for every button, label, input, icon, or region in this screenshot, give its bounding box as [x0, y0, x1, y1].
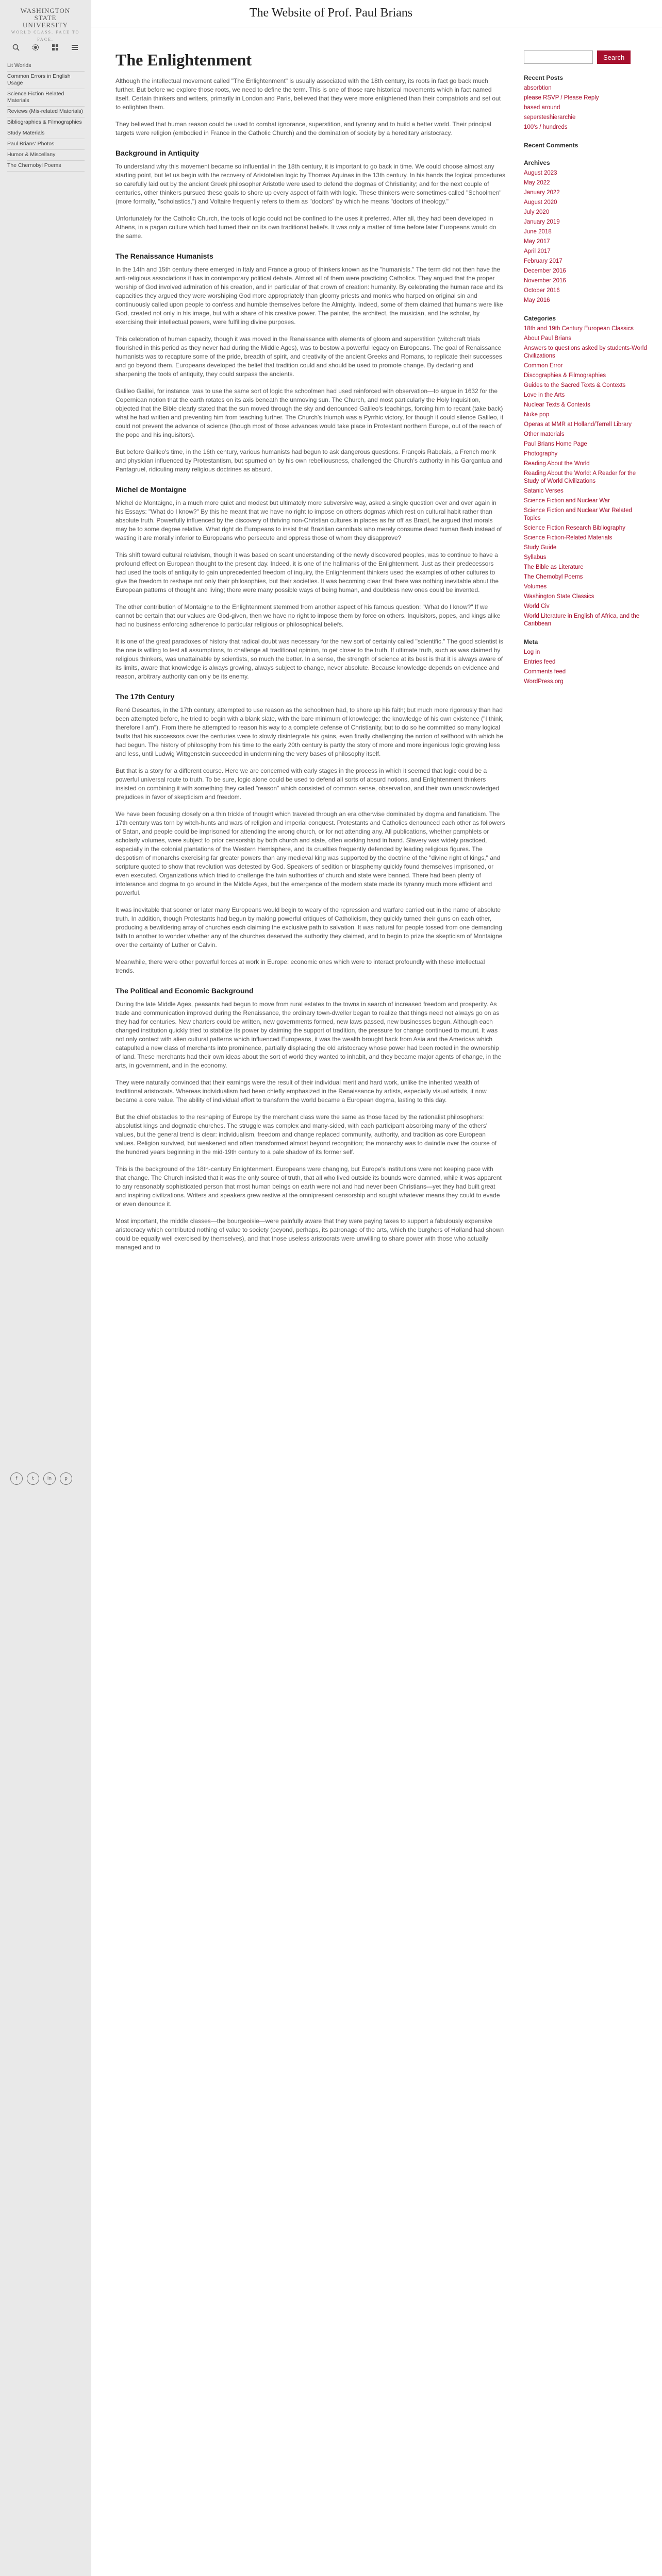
- article-paragraph: This is the background of the 18th-century Enlightenment. Europeans were changing, but Europe's institutions were not keeping pace with that change. The Church insisted that it was the only source of truth, that all who lived outside its bounds were damned, while it was apparent to any reasonably sophisticated person that most human beings on earth were not and had never been Christians—yet they had built great and inspiring civilizations. Writers and speakers grew restive at the omnipresent censorship and sought whatever means they could to evade or even denounce it.: [115, 1165, 502, 1208]
- archive-link[interactable]: December 2016: [524, 268, 566, 274]
- article-body: [115, 77, 505, 1252]
- category-link[interactable]: The Bible as Literature: [524, 564, 584, 570]
- meta-link[interactable]: WordPress.org: [524, 679, 564, 685]
- article-paragraph: But that is a story for a different course. Here we are concerned with early stages in the process in which it seemed that logic could be a powerful universal route to truth. To be sure, logic alone could be used to defend all sorts of absurd notions, and Enlightenment thinkers insisted on combining it with something they called "reason" which consisted of common sense, observation, and their own unacknowledged prejudices in favor of skepticism and freedom.: [115, 767, 500, 801]
- category-link[interactable]: Other materials: [524, 431, 565, 437]
- recent-post-link[interactable]: based around: [524, 105, 560, 111]
- social-icon[interactable]: t: [27, 1472, 39, 1485]
- archive-link[interactable]: May 2016: [524, 297, 550, 303]
- article-paragraph: This shift toward cultural relativism, though it was based on scant understanding of the newly discovered peoples, was to continue to have a profound effect on European thought to the present day. Indeed, it is one of the hallmarks of the Enlightenment. Just as their predecessors had used the tools of antiquity to gain unprecedented freedom of inquiry, the Enlightenment thinkers used the examples of other cultures to give the freedom to reshape not only their philosophies, but their societies. It was becoming clear that there was nothing inevitable about the European patterns of thought and living; there were many possible ways of being human, and doubtless new ones could be invented.: [115, 551, 499, 594]
- left-nav-item[interactable]: The Chernobyl Poems: [7, 161, 85, 172]
- article-paragraph: Galileo Galilei, for instance, was to use the same sort of logic the schoolmen had used reinforced with observation—to argue in 1632 for the Copernican notion that the earth rotates on its axis beneath the unmoving sun. The Church, and most particularly the Holy Inquisition, objected that the Bible clearly stated that the sun moved through the sky and denounced Galileo's teachings, forcing him to recant (take back) what he had written and preventing him from teaching further. The Church's triumph was a Pyrrhic victory, for though it could silence Galileo, it could not prevent the advance of science (though most of those advances would take place in Protestant northern Europe, out of the reach of the pope and his inquisitors).: [115, 387, 504, 438]
- section-heading: The Political and Economic Background: [115, 987, 254, 995]
- category-link[interactable]: World Literature in English of Africa, and the Caribbean: [524, 613, 640, 627]
- category-link[interactable]: Answers to questions asked by students-World Civilizations: [524, 345, 647, 359]
- left-nav-item[interactable]: Reviews (Mis-related Materials): [7, 107, 85, 117]
- left-nav-item[interactable]: Science Fiction Related Materials: [7, 89, 85, 107]
- category-link[interactable]: Reading About the World: [524, 461, 590, 467]
- article-paragraph: Unfortunately for the Catholic Church, the tools of logic could not be confined to the uses it preferred. After all, they had been developed in Athens, in a pagan culture which had turned their on its own traditional beliefs. It was only a matter of time before later Europeans would do the same.: [115, 215, 496, 240]
- search-form: [524, 50, 648, 64]
- category-link[interactable]: Common Error: [524, 363, 563, 369]
- archives-heading: Archives: [524, 159, 550, 166]
- category-link[interactable]: Guides to the Sacred Texts & Contexts: [524, 382, 626, 388]
- top-bar: [0, 0, 662, 27]
- section-heading: Background in Antiquity: [115, 149, 200, 157]
- recent-comments-heading: Recent Comments: [524, 142, 578, 149]
- article-paragraph: René Descartes, in the 17th century, attempted to use reason as the schoolmen had, to shore up his faith; but much more rigorously than had been attempted before, he tried to begin with a blank slate, with the bare minimum of knowledge: the knowledge of his own existence ("I think, therefore I am"). From there he attempted to reason his way to a complete defense of Christianity, but to do so he committed so many logical faults that his successors over the centuries were to slowly disintegrate his gains, even finally challenging the notion of selfhood with which he had begun. The history of philosophy from his time to the early 20th century is partly the story of more and more ingenious logic growing less and less, until Ludwig Wittgenstein succeeded in undermining the very bases of philosophy itself.: [115, 706, 504, 757]
- right-sidebar: [524, 50, 648, 688]
- site-title[interactable]: The Website of Prof. Paul Brians: [249, 6, 413, 20]
- meta-heading: Meta: [524, 638, 538, 646]
- article-paragraph: We have been focusing closely on a thin trickle of thought which traveled through an era otherwise dominated by dogma and fanaticism. The 17th century was torn by witch-hunts and wars of religion and imperial conquest. Protestants and Catholics denounced each other as followers of Satan, and people could be imprisoned for attending the wrong church, or for not attending any. All publications, whether pamphlets or scholarly volumes, were subject to prior censorship by both church and state, often working hand in hand. Slavery was widely practiced, especially in the colonial plantations of the Western Hemisphere, and its cruelties frequently defended by leading religious figures. The despotism of monarchs exercising far greater powers than any medieval king was supported by the doctrine of the "divine right of kings," and scripture quoted to show that revolution was detested by God. Speakers of sedition or blasphemy quickly found themselves imprisoned, or even executed. Organizations which tried to challenge the twin authorities of church and state were banned. There had been plenty of intolerance and dogma to go around in the Middle Ages, but the emergence of the modern state made its tyranny much more efficient and powerful.: [115, 810, 505, 896]
- article-paragraph: Although the intellectual movement called "The Enlightenment" is usually associated with the 18th century, its roots in fact go back much further. But before we explore those roots, we need to define the term. This is one of those rare historical movements which in fact named itself. Certain thinkers and writers, primarily in London and Paris, believed that they were more enlightened than their compatriots and set out to enlighten them.: [115, 77, 501, 111]
- article-paragraph: They believed that human reason could be used to combat ignorance, superstition, and tyranny and to build a better world. Their principal targets were religion (embodied in France in the Catholic Church) and the domination of society by a hereditary aristocracy.: [115, 121, 491, 137]
- categories-list: [524, 325, 648, 628]
- category-link[interactable]: The Chernobyl Poems: [524, 574, 583, 580]
- category-link[interactable]: Syllabus: [524, 554, 547, 561]
- meta-list: [524, 649, 648, 686]
- archive-link[interactable]: August 2020: [524, 199, 557, 206]
- grid-icon[interactable]: [49, 42, 61, 53]
- category-link[interactable]: Nuclear Texts & Contexts: [524, 402, 590, 408]
- menu-icon[interactable]: [69, 42, 80, 53]
- archive-link[interactable]: February 2017: [524, 258, 562, 264]
- category-link[interactable]: Science Fiction-Related Materials: [524, 535, 613, 541]
- left-nav-item[interactable]: Common Errors in English Usage: [7, 72, 85, 89]
- meta-link[interactable]: Log in: [524, 649, 540, 655]
- article-title: The Enlightenment: [115, 50, 252, 69]
- category-link[interactable]: Love in the Arts: [524, 392, 565, 398]
- category-link[interactable]: Photography: [524, 451, 558, 457]
- article-paragraph: During the late Middle Ages, peasants had begun to move from rural estates to the towns in search of increased freedom and prosperity. As trade and communication improved during the Renaissance, the ordinary town-dweller began to realize that things need not always go on as they had for centuries. New charters could be written, new governments formed, new laws passed, new businesses begun. Although each changed institution quickly tried to stabilize its power by claiming the support of tradition, the pressure for change continued to mount. It was not only contact with alien cultural patterns which influenced Europeans, it was the wealth brought back from Asia and the Americas which catapulted a new class of merchants into prominence, partially displacing the old aristocracy whose power had been rooted in the ownership of land. These merchants had their own ideas about the sort of world they wanted to inhabit, and they became major agents of change, in the arts, in government, and in the economy.: [115, 1001, 502, 1069]
- categories-heading: Categories: [524, 315, 556, 322]
- archive-link[interactable]: July 2020: [524, 209, 550, 215]
- category-link[interactable]: Discographies & Filmographies: [524, 372, 606, 379]
- archive-link[interactable]: January 2019: [524, 219, 560, 225]
- social-links: [10, 1472, 80, 1485]
- search-input[interactable]: [524, 50, 593, 64]
- archives-list: [524, 170, 648, 304]
- recent-posts-heading: Recent Posts: [524, 74, 564, 81]
- article-paragraph: To understand why this movement became so influential in the 18th century, it is important to go back in time. We could choose almost any starting point, but let us begin with the recovery of Aristotelian logic by Thomas Aquinas in the 13th century. In his hands the logical procedures so carefully laid out by the ancient Greek philosopher Aristotle were used to defend the dogmas of Christianity; and for the next couple of centuries, other thinkers pursued these goals to shore up every aspect of faith with logic. These thinkers were sometimes called "Schoolmen" (more formally, "scholastics,") and Voltaire frequently refers to them as "doctors" by which he means "doctors of theology.": [115, 163, 505, 205]
- recent-post-link[interactable]: absorbtion: [524, 85, 552, 91]
- article-paragraph: It was inevitable that sooner or later many Europeans would begin to weary of the repression and warfare carried out in the name of absolute truth. In addition, though Protestants had begun by making powerful critiques of Catholicism, they quickly turned their guns on each other, producing a bewildering array of churches each claiming the exclusive path to salvation. It was natural for people tossed from one demanding faith to another to wonder whether any of the churches deserved the authority they claimed, and to begin to prize the skepticism of Montaigne over the certainty of Luther or Calvin.: [115, 906, 503, 948]
- meta-link[interactable]: Comments feed: [524, 669, 566, 675]
- left-nav: [7, 61, 85, 172]
- logo-tagline: WORLD CLASS. FACE TO FACE.: [11, 30, 80, 42]
- archive-link[interactable]: May 2017: [524, 239, 550, 245]
- section-heading: Michel de Montaigne: [115, 485, 187, 494]
- article-paragraph: It is one of the great paradoxes of history that radical doubt was necessary for the new sort of certainty called "scientific." The good scientist is the one is willing to test all assumptions, to challenge all traditional opinion, to get closer to the truth. If ultimate truth, such as was claimed by religious thinkers, was unattainable by scientists, so much the better. In a sense, the strength of science at its best is that it is always aware of its limits, aware that knowledge is always growing, always subject to change, never absolute. Because knowledge depends on evidence and reason, arbitrary authority can only be its enemy.: [115, 638, 504, 680]
- category-link[interactable]: Operas at MMR at Holland/Terrell Library: [524, 421, 632, 428]
- archive-link[interactable]: June 2018: [524, 229, 552, 235]
- archive-link[interactable]: April 2017: [524, 248, 551, 255]
- article: [115, 50, 505, 1260]
- category-link[interactable]: Science Fiction and Nuclear War: [524, 498, 610, 504]
- category-link[interactable]: Science Fiction and Nuclear War Related Topics: [524, 507, 632, 521]
- archive-link[interactable]: August 2023: [524, 170, 557, 176]
- category-link[interactable]: 18th and 19th Century European Classics: [524, 326, 634, 332]
- category-link[interactable]: Satanic Verses: [524, 488, 564, 494]
- section-heading: The Renaissance Humanists: [115, 252, 213, 260]
- article-paragraph: In the 14th and 15th century there emerged in Italy and France a group of thinkers known as the "humanists." The term did not then have the anti-religious associations it has in contemporary political debate. Almost all of them were practicing Catholics. They argued that the proper worship of God involved admiration of his creation, and in particular of that crown of creation: humanity. By celebrating the human race and its capacities they argued they were worshiping God more appropriately than gloomy priests and monks who harped on original sin and continuously called upon people to confess and humble themselves before the Almighty. Indeed, some of them claimed that humans were like God, created not only in his image, but with a share of his creative power. The painter, the architect, the musician, and the scholar, by exercising their intellectual powers, were fulfilling divine purposes.: [115, 266, 503, 326]
- recent-posts-list: [524, 84, 648, 131]
- left-icon-row: [10, 41, 80, 54]
- category-link[interactable]: Washington State Classics: [524, 594, 594, 600]
- category-link[interactable]: Paul Brians Home Page: [524, 441, 587, 447]
- logo-line-1: WASHINGTON STATE: [20, 7, 71, 22]
- article-paragraph: But the chief obstacles to the reshaping of Europe by the merchant class were the same as those faced by the rationalist philosophers: absolutist kings and dogmatic churches. The struggle was complex and many-sided, with each participant absorbing many of the others' values, but the general trend is clear: individualism, freedom and change replaced community, authority, and tradition as core European values. Religion survived, but weakened and often transformed almost beyond recognition; the monarchy was to dwindle over the course of the hundred years beginning in the mid-19th century to a pale shadow of its former self.: [115, 1113, 497, 1156]
- article-paragraph: Michel de Montaigne, in a much more quiet and modest but ultimately more subversive way, asked a single question over and over again in his Essays: "What do I know?" By this he meant that we have no right to impose on others dogmas which rest on cultural habit rather than absolute truth. Powerfully influenced by the discovery of thriving non-Christian cultures in places as far off as Brazil, he argued that morals may be to some degree relative. What right do Europeans to insist that Brazilian cannibals who merely consume dead human flesh instead of wasting it are morally inferior to Europeans who persecute and oppress those of whom they disapprove?: [115, 499, 502, 541]
- article-paragraph: The other contribution of Montaigne to the Enlightenment stemmed from another aspect of his famous question: "What do I know?" If we cannot be certain that our values are God-given, then we have no right to impose them by force on others. Inquisitors, popes, and kings alike had no business enforcing adherence to particular religious or philosophical beliefs.: [115, 603, 501, 628]
- left-nav-item[interactable]: Humor & Miscellany: [7, 150, 85, 161]
- search-icon[interactable]: [10, 42, 22, 53]
- category-link[interactable]: Reading About the World: A Reader for the Study of World Civilizations: [524, 470, 636, 484]
- wsu-logo[interactable]: [9, 7, 81, 43]
- left-nav-item[interactable]: Paul Brians' Photos: [7, 139, 85, 150]
- category-link[interactable]: Science Fiction Research Bibliography: [524, 525, 625, 531]
- article-paragraph: They were naturally convinced that their earnings were the result of their individual merit and hard work, unlike the inherited wealth of traditional aristocrats. Whereas individualism had been chiefly emphasized in the Renaissance by artists, especially visual artists, it now became a core value. The ability of individual effort to transform the world became a European dogma, lasting to this day.: [115, 1079, 487, 1104]
- category-link[interactable]: About Paul Brians: [524, 335, 572, 342]
- recent-post-link[interactable]: 100's / hundreds: [524, 124, 568, 130]
- category-link[interactable]: World Civ: [524, 603, 550, 609]
- article-paragraph: This celebration of human capacity, though it was moved in the Renaissance with elements of gloom and superstition (witchcraft trials flourished in this period as they never had during the Middle Ages), was to bestow a powerful legacy on Europeans. The goal of Renaissance humanists was to recapture some of the pride, breadth of spirit, and creativity of the ancient Greeks and Romans, to replicate their successes and go beyond them. Europeans developed the belief that tradition could and should be used to promote change. By declaring and sharpening the tools of antiquity, they could surpass the ancients.: [115, 335, 502, 378]
- article-paragraph: Most important, the middle classes—the bourgeoisie—were painfully aware that they were paying taxes to support a fabulously expensive aristocracy which contributed nothing of value to society (beyond, perhaps, its patronage of the arts, which the burghers of Holland had shown could be equally well exercised by themselves), and that those useless aristocrats were unwilling to share power with those who actually managed and to: [115, 1217, 504, 1251]
- section-heading: The 17th Century: [115, 692, 175, 701]
- left-nav-item[interactable]: Bibliographies & Filmographies: [7, 117, 85, 128]
- left-nav-item[interactable]: Study Materials: [7, 128, 85, 139]
- article-paragraph: But before Galileo's time, in the 16th century, various humanists had begun to ask dangerous questions. François Rabelais, a French monk and physician influenced by Protestantism, but spurned on by his own rebelliousness, challenged the Church's authority in his Gargantua and Pantagruel, ridiculing many religious doctrines as absurd.: [115, 448, 503, 473]
- category-link[interactable]: Volumes: [524, 584, 547, 590]
- archive-link[interactable]: January 2022: [524, 190, 560, 196]
- meta-link[interactable]: Entries feed: [524, 659, 556, 665]
- archive-link[interactable]: November 2016: [524, 278, 566, 284]
- left-nav-item[interactable]: Lit Worlds: [7, 61, 85, 72]
- category-link[interactable]: Study Guide: [524, 545, 557, 551]
- logo-line-2: UNIVERSITY: [23, 21, 68, 29]
- settings-icon[interactable]: [30, 42, 41, 53]
- search-button[interactable]: Search: [597, 50, 631, 64]
- archive-link[interactable]: October 2016: [524, 287, 560, 294]
- social-icon[interactable]: f: [10, 1472, 23, 1485]
- recent-post-link[interactable]: sepersteshierarchie: [524, 114, 576, 121]
- category-link[interactable]: Nuke pop: [524, 412, 550, 418]
- archive-link[interactable]: May 2022: [524, 180, 550, 186]
- social-icon[interactable]: in: [43, 1472, 56, 1485]
- recent-post-link[interactable]: please RSVP / Please Reply: [524, 95, 599, 101]
- article-paragraph: Meanwhile, there were other powerful forces at work in Europe: economic ones which were to interact profoundly with these intellectual trends.: [115, 958, 485, 974]
- left-sidebar: [0, 0, 91, 2576]
- social-icon[interactable]: p: [60, 1472, 72, 1485]
